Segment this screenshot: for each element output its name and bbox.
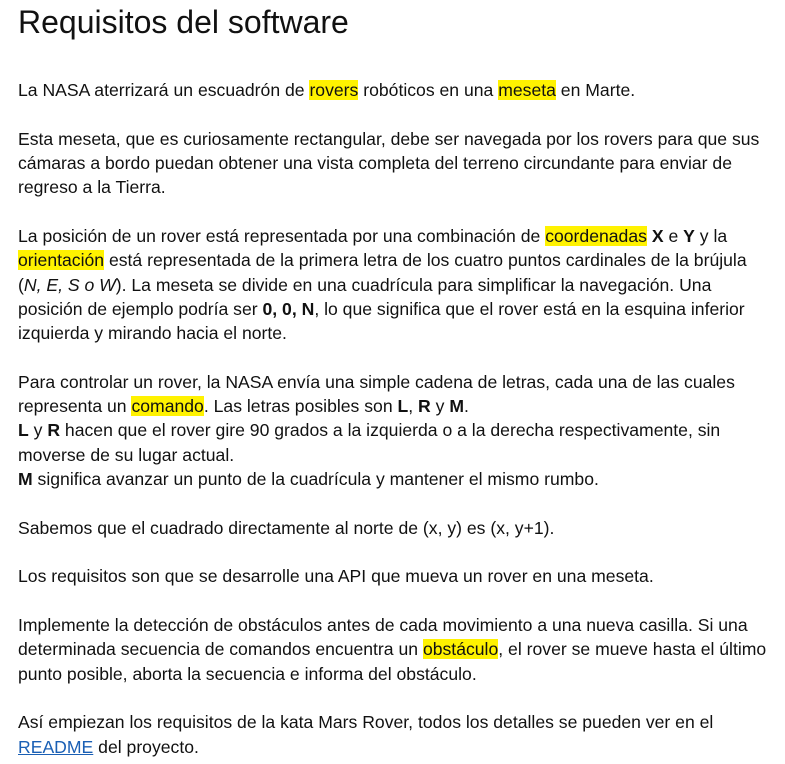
paragraph xyxy=(18,564,771,588)
text: , lo que significa que el rover está en la esquina inferior izquierda y mirando hacia el norte. xyxy=(18,298,745,344)
highlighted-term: orientación xyxy=(18,250,105,271)
text: . Las letras posibles son xyxy=(203,396,398,417)
text: , el rover se mueve hasta el último punto posible, aborta la secuencia e informa del obstáculo. xyxy=(18,639,767,684)
document-body xyxy=(18,78,771,759)
paragraph xyxy=(18,613,771,686)
text: La posición de un rover está representada por una combinación de xyxy=(18,225,546,246)
paragraph xyxy=(18,224,771,345)
text: Los requisitos son que se desarrolle una API que mueva un rover en una meseta. xyxy=(18,566,654,587)
highlighted-term: comando xyxy=(131,396,204,417)
text: está representada de la primera letra de los cuatro puntos cardinales de la brújula ( xyxy=(18,250,747,295)
text: La NASA aterrizará un escuadrón de xyxy=(18,80,310,100)
page-title: Requisitos del software xyxy=(18,4,349,40)
text: , xyxy=(408,396,419,417)
text: y la xyxy=(694,225,728,246)
text: y xyxy=(430,396,450,417)
text: Sabemos que el cuadrado directamente al norte de (x, y) es (x, y+1). xyxy=(18,517,555,538)
text: Para controlar un rover, la NASA envía una simple cadena de letras, cada una de las cuales representa un xyxy=(18,371,735,417)
paragraph xyxy=(18,127,771,200)
text: en Marte. xyxy=(555,80,636,100)
bold-text: L xyxy=(397,396,409,417)
highlighted-term: rovers xyxy=(309,80,359,100)
paragraph xyxy=(18,370,771,491)
bold-text: 0, 0, N xyxy=(262,298,315,319)
highlighted-term: obstáculo xyxy=(422,639,499,660)
bold-text: L xyxy=(18,420,29,441)
text: significa avanzar un punto de la cuadrícula y mantener el mismo rumbo. xyxy=(32,469,599,490)
paragraph xyxy=(18,78,771,102)
paragraph xyxy=(18,516,771,540)
text: Esta meseta, que es curiosamente rectangular, debe ser navegada por los rovers para que sus cámaras a bordo puedan obtener una vista completa del terreno circundante para enviar de regreso a la Tierra. xyxy=(18,128,760,198)
highlighted-term: coordenadas xyxy=(545,225,647,246)
text: del proyecto. xyxy=(93,736,199,757)
text: . xyxy=(463,396,469,417)
italic-text: N, E, S o W xyxy=(23,274,116,295)
highlighted-term: meseta xyxy=(498,80,556,100)
text: ). La meseta se divide en una cuadrícula para simplificar la navegación. Una posición de ejemplo podría ser xyxy=(18,274,712,319)
document xyxy=(0,4,785,759)
text: Así empiezan los requisitos de la kata Mars Rover, todos los detalles se pueden ver en el xyxy=(18,712,714,733)
text: Implemente la detección de obstáculos antes de cada movimiento a una nueva casilla. Si una determinada secuencia de comandos encuentra un xyxy=(18,615,748,660)
text: y xyxy=(28,420,48,441)
text: e xyxy=(663,225,684,246)
readme-link[interactable]: README xyxy=(18,736,94,757)
bold-text: R xyxy=(47,420,61,441)
bold-text: M xyxy=(18,469,33,490)
text: robóticos en una xyxy=(358,80,499,100)
bold-text: M xyxy=(449,396,464,417)
bold-text: R xyxy=(418,396,431,417)
bold-text: Y xyxy=(683,225,695,246)
bold-text: X xyxy=(651,225,664,246)
paragraph xyxy=(18,710,771,759)
text: hacen que el rover gire 90 grados a la izquierda o a la derecha respectivamente, sin moverse de su lugar actual. xyxy=(18,420,721,465)
